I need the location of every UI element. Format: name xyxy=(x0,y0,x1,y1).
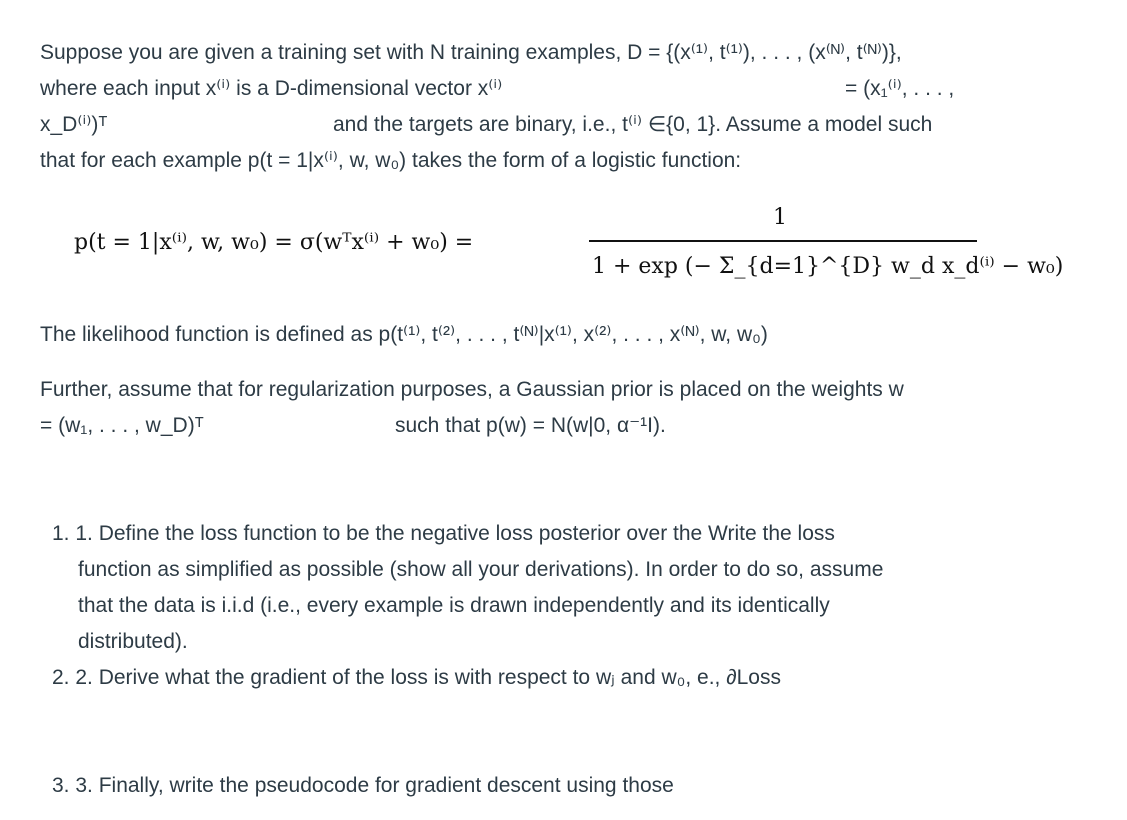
likelihood-text: The likelihood function is defined as p(t⁽¹⁾, t⁽²⁾, . . . , t⁽ᴺ⁾|x⁽¹⁾, x⁽²⁾, . . . , x⁽ᴺ⁾, w, w₀) xyxy=(40,323,768,346)
prior-line-2a: = (w₁, . . . , w_D)ᵀ xyxy=(40,414,204,437)
equation-denominator: 1 + exp (− Σ_{d=1}^{D} w_d x_d⁽ⁱ⁾ − w₀) xyxy=(592,254,1064,279)
prior-line-1: Further, assume that for regularization purposes, a Gaussian prior is placed on the weights w xyxy=(40,378,904,401)
equation-numerator: 1 xyxy=(773,205,787,230)
intro-line-2a: where each input x⁽ⁱ⁾ is a D-dimensional vector x⁽ⁱ⁾ xyxy=(40,77,503,100)
question-3: 3. 3. Finally, write the pseudocode for gradient descent using those xyxy=(52,774,674,797)
prior-line-2b: such that p(w) = N(w|0, α⁻¹I). xyxy=(395,414,666,437)
intro-line-4: that for each example p(t = 1|x⁽ⁱ⁾, w, w₀) takes the form of a logistic function: xyxy=(40,149,742,172)
intro-line-3a: x_D⁽ⁱ⁾)ᵀ xyxy=(40,113,108,136)
question-1-line-1: 1. 1. Define the loss function to be the negative loss posterior over the Write the loss xyxy=(52,522,835,545)
equation-lhs: p(t = 1|x⁽ⁱ⁾, w, w₀) = σ(wᵀx⁽ⁱ⁾ + w₀) = xyxy=(74,230,474,255)
fraction-bar xyxy=(589,240,977,242)
intro-line-3b: and the targets are binary, i.e., t⁽ⁱ⁾ ∈{0, 1}. Assume a model such xyxy=(333,113,933,136)
question-2: 2. 2. Derive what the gradient of the loss is with respect to wⱼ and w₀, e., ∂Loss xyxy=(52,666,781,689)
question-1-line-4: distributed). xyxy=(78,630,188,653)
question-1-line-2: function as simplified as possible (show all your derivations). In order to do so, assume xyxy=(78,558,884,581)
question-1-line-3: that the data is i.i.d (i.e., every example is drawn independently and its identically xyxy=(78,594,830,617)
intro-line-1: Suppose you are given a training set with N training examples, D = {(x⁽¹⁾, t⁽¹⁾), . . . , (x⁽ᴺ⁾, t⁽ᴺ⁾)}, xyxy=(40,41,902,64)
intro-line-2b: = (x₁⁽ⁱ⁾, . . . , xyxy=(845,77,955,100)
